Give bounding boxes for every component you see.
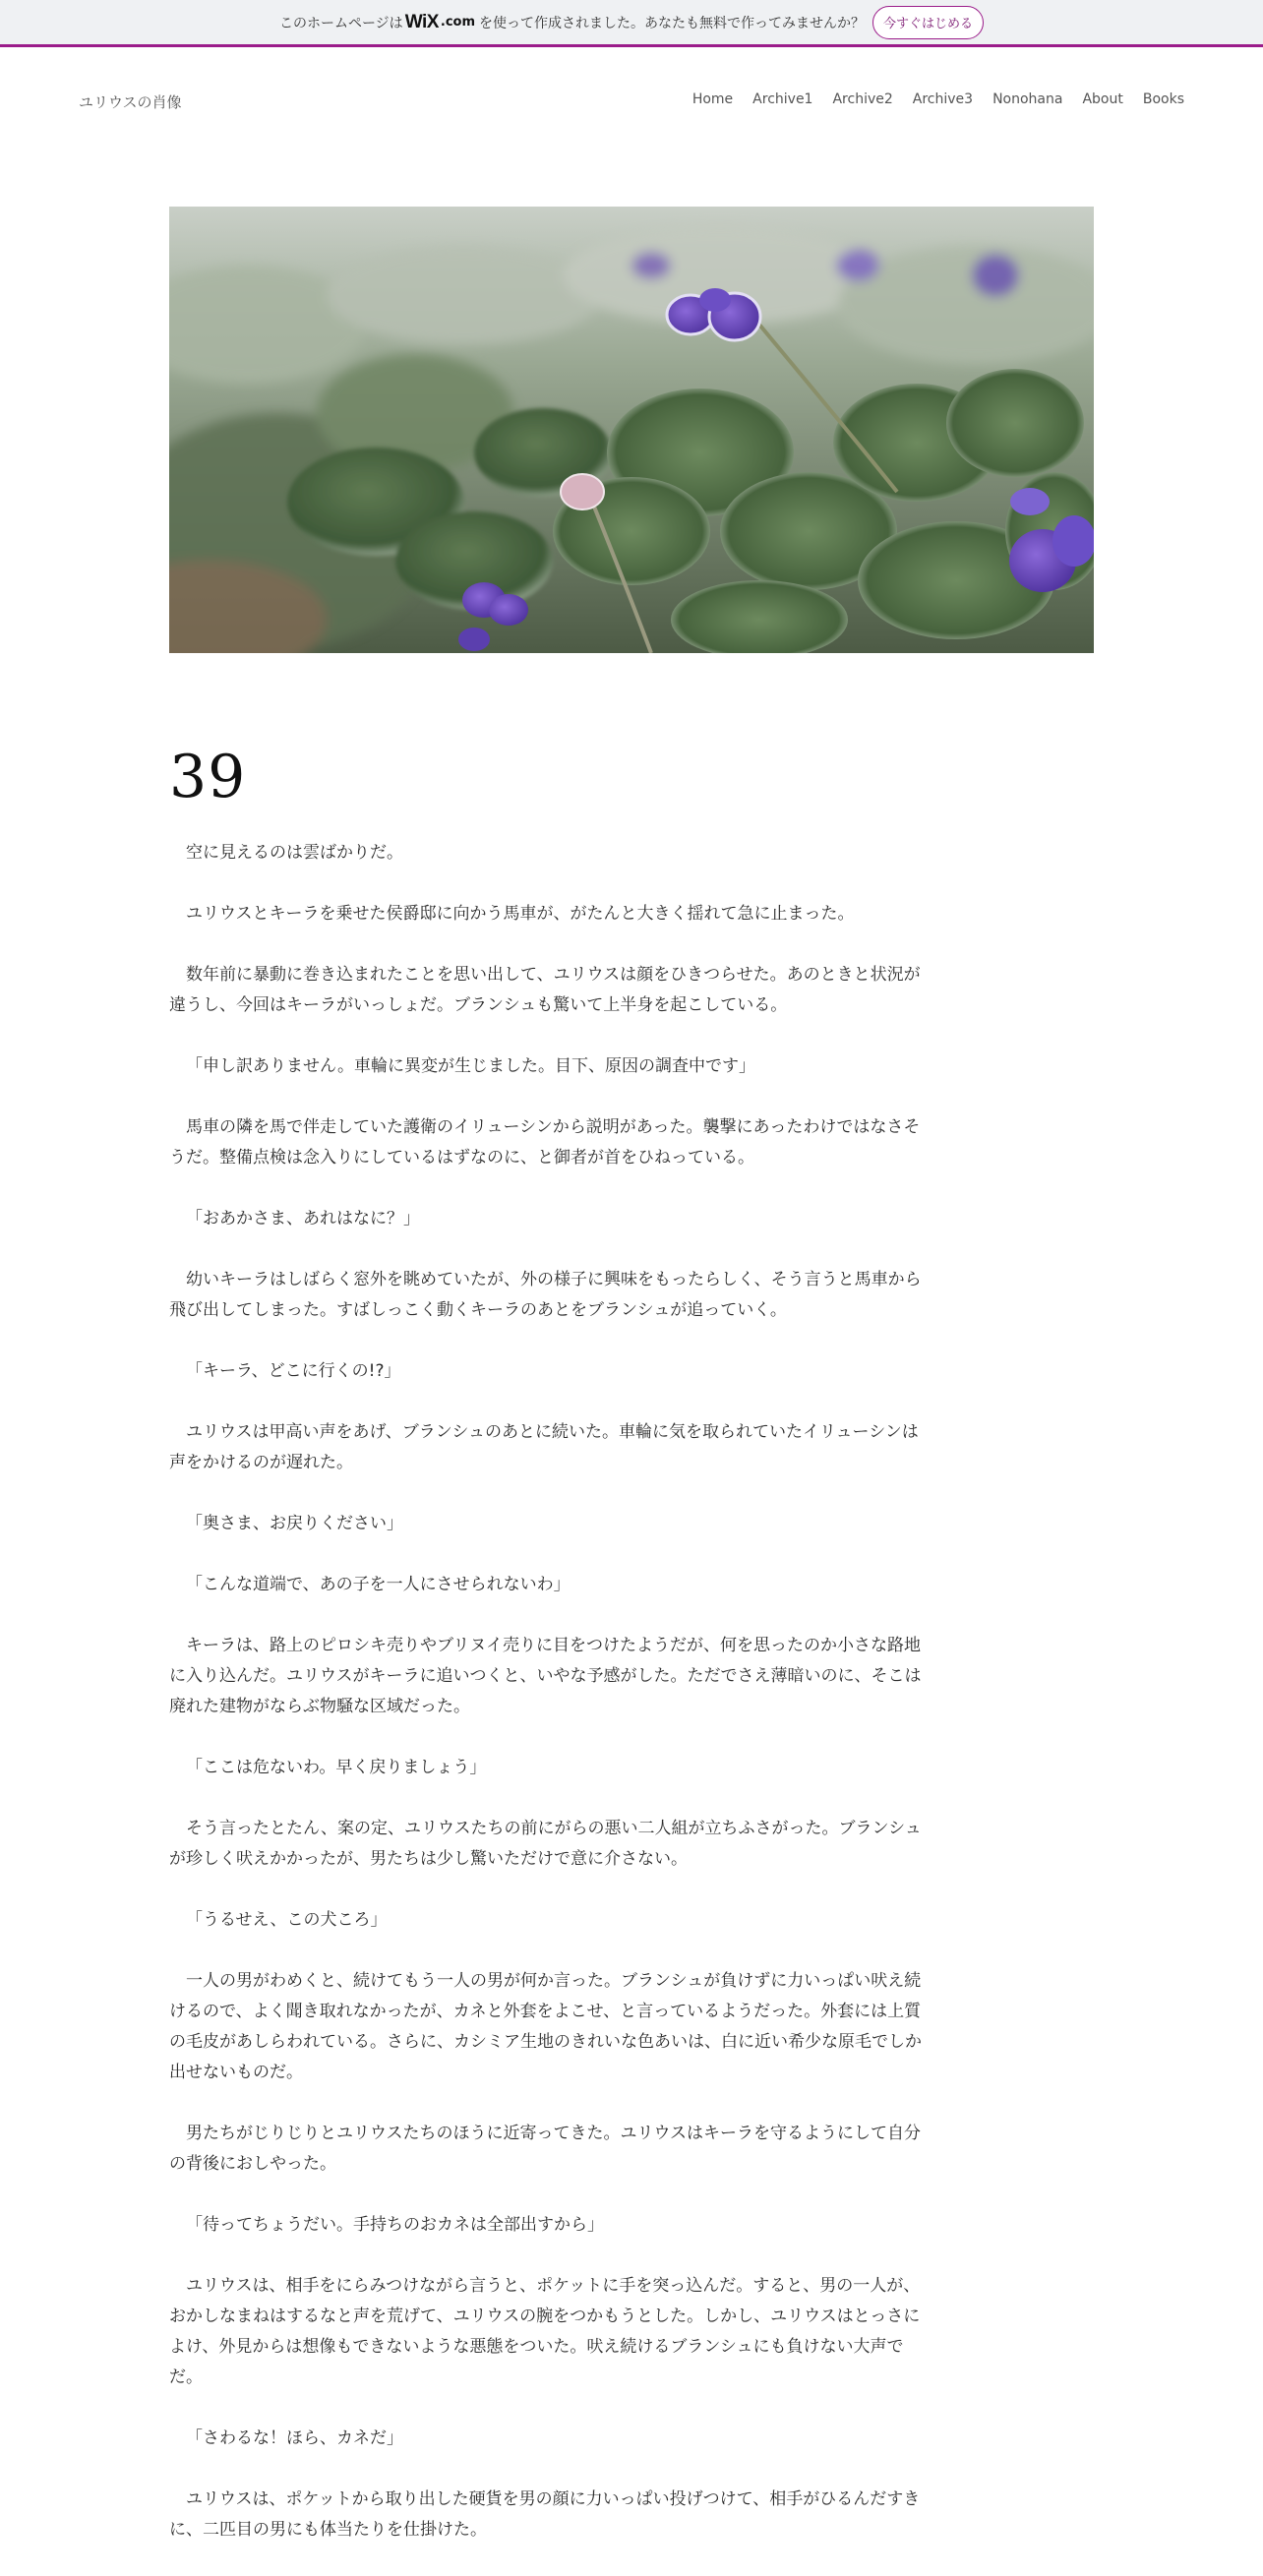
post-title: 39 [169, 743, 247, 812]
paragraph: ユリウスは、相手をにらみつけながら言うと、ポケットに手を突っ込んだ。すると、男の一人が、おかしなまねはするなと声を荒げて、ユリウスの腕をつかもうとした。しかし、ユリウスはとっさによけ、外見からは想像もできないような悪態をついた。吠え続けるブランシュにも負けない大声でだ。 [169, 2276, 921, 2387]
nav-books[interactable]: Books [1142, 91, 1184, 107]
paragraph: キーラは、路上のピロシキ売りやブリヌイ売りに目をつけたようだが、何を思ったのか小さな路地に入り込んだ。ユリウスがキーラに追いつくと、いやな予感がした。ただでさえ薄暗いのに、そこは廃れた建物がならぶ物騒な区域だった。 [169, 1636, 922, 1716]
start-now-button[interactable]: 今すぐはじめる [872, 6, 984, 39]
paragraph: 「キーラ、どこに行くの!?」 [186, 1361, 401, 1381]
banner-text-before: このホームページは [278, 15, 403, 31]
paragraph: 「申し訳ありません。車輪に異変が生じました。目下、原因の調査中です」 [186, 1056, 756, 1076]
paragraph: ユリウスは甲高い声をあげ、ブランシュのあとに続いた。車輪に気を取られていたイリューシンは声をかけるのが遅れた。 [169, 1422, 919, 1472]
paragraph: そう言ったとたん、案の定、ユリウスたちの前にがらの悪い二人組が立ちふさがった。ブランシュが珍しく吠えかかったが、男たちは少し驚いただけで意に介さない。 [169, 1819, 922, 1869]
hero-image [169, 207, 1094, 653]
nav-nonohana[interactable]: Nonohana [992, 91, 1063, 107]
paragraph: ユリウスとキーラを乗せた侯爵邸に向かう馬車が、がたんと大きく揺れて急に止まった。 [186, 904, 855, 924]
nav-archive3[interactable]: Archive3 [912, 91, 974, 107]
site-title[interactable]: ユリウスの肖像 [79, 93, 182, 111]
paragraph: 「待ってちょうだい。手持ちのおカネは全部出すから」 [186, 2215, 604, 2235]
paragraph: 「うるせえ、この犬ころ」 [186, 1910, 388, 1930]
paragraph: ユリウスは、ポケットから取り出した硬貨を男の顔に力いっぱい投げつけて、相手がひるんだすきに、二匹目の男にも体当たりを仕掛けた。 [169, 2489, 921, 2540]
nav-about[interactable]: About [1082, 91, 1123, 107]
banner-text-after: を使って作成されました。あなたも無料で作ってみませんか？ [479, 15, 866, 31]
paragraph: 「おあかさま、あれはなに？」 [186, 1209, 420, 1228]
paragraph: 数年前に暴動に巻き込まれたことを思い出して、ユリウスは顔をひきつらせた。あのときと状況が違うし、今回はキーラがいっしょだ。ブランシュも驚いて上半身を起こしている。 [169, 965, 921, 1015]
paragraph: 幼いキーラはしばらく窓外を眺めていたが、外の様子に興味をもったらしく、そう言うと馬車から飛び出してしまった。すばしっこく動くキーラのあとをブランシュが追っていく。 [169, 1270, 922, 1320]
paragraph: 一人の男がわめくと、続けてもう一人の男が何か言った。ブランシュが負けずに力いっぱい吠え続けるので、よく聞き取れなかったが、カネと外套をよこせ、と言っているようだった。外套には上質の毛皮があしらわれている。さらに、カシミア生地のきれいな色あいは、白に近い希少な原毛でしか出せないものだ。 [169, 1971, 922, 2082]
site-header [0, 50, 1263, 154]
paragraph: 馬車の隣を馬で伴走していた護衛のイリューシンから説明があった。襲撃にあったわけではなさそうだ。整備点検は念入りにしているはずなのに、と御者が首をひねっている。 [169, 1117, 921, 1168]
nav-archive2[interactable]: Archive2 [832, 91, 893, 107]
nav-home[interactable]: Home [692, 91, 734, 107]
wix-logo-suffix: .com [440, 15, 476, 30]
paragraph: 「こんな道端で、あの子を一人にさせられないわ」 [186, 1575, 571, 1594]
paragraph: 「ここは危ないわ。早く戻りましょう」 [186, 1758, 487, 1777]
main-nav [673, 91, 1184, 107]
paragraph: 「奥さま、お戻りください」 [186, 1514, 403, 1533]
paragraph: 「さわるな！ほら、カネだ」 [186, 2428, 403, 2448]
wix-logo: WiX [404, 11, 439, 32]
nav-archive1[interactable]: Archive1 [752, 91, 813, 107]
wix-promo-banner [0, 0, 1263, 47]
paragraph: 男たちがじりじりとユリウスたちのほうに近寄ってきた。ユリウスはキーラを守るようにして自分の背後におしやった。 [169, 2124, 921, 2174]
paragraph: 空に見えるのは雲ばかりだ。 [186, 843, 403, 863]
post-body [169, 838, 932, 2576]
